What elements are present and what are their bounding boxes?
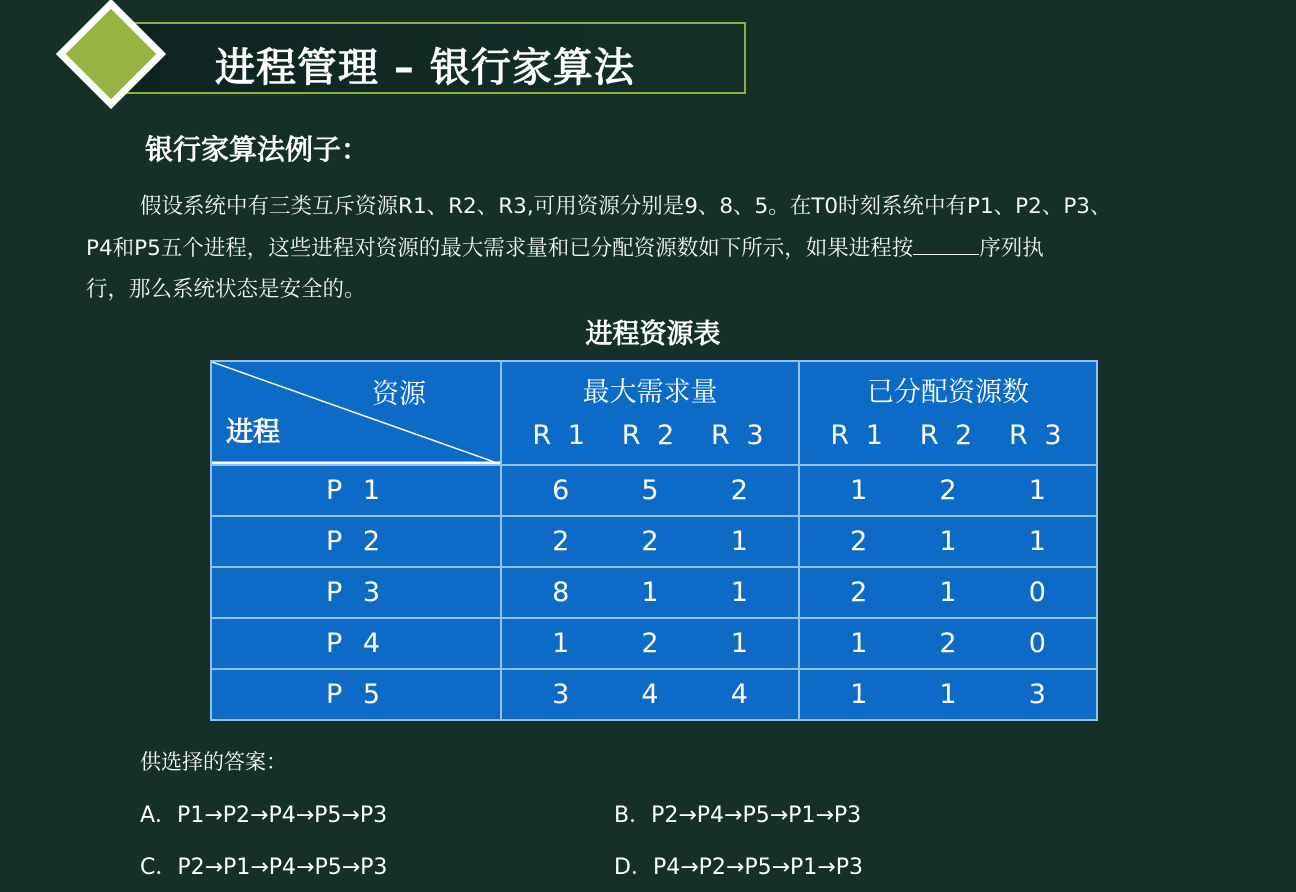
alloc-cell (799, 516, 1097, 567)
paragraph-line-2 (86, 231, 1044, 262)
value: 1 (730, 526, 748, 557)
alloc-cell (799, 567, 1097, 618)
value: 2 (939, 475, 957, 506)
option-c: C．P2→P1→P4→P5→P3 (140, 855, 388, 880)
answer-blank (913, 234, 979, 255)
value: 2 (850, 577, 868, 608)
max-cell (501, 669, 799, 720)
corner-resource-label: 资源 (372, 379, 426, 410)
option-d: D．P4→P2→P5→P1→P3 (614, 855, 863, 880)
value: 2 (730, 475, 748, 506)
alloc-r1-label: R 1 (830, 420, 887, 451)
value: 1 (939, 577, 957, 608)
value: 8 (552, 577, 570, 608)
answers-label: 供选择的答案： (140, 750, 287, 774)
table-row (211, 516, 1097, 567)
max-cell (501, 567, 799, 618)
value: 1 (1028, 475, 1046, 506)
section-heading: 银行家算法例子： (145, 133, 370, 166)
alloc-cell (799, 618, 1097, 669)
table-row (211, 669, 1097, 720)
value: 1 (850, 475, 868, 506)
paragraph-line-1: 假设系统中有三类互斥资源R1、R2、R3,可用资源分别是9、8、5。在T0时刻系统中有P1、P2、P3、 (140, 194, 1112, 219)
value: 1 (730, 628, 748, 659)
process-cell: P 5 (211, 669, 501, 720)
value: 1 (1028, 526, 1046, 557)
process-cell: P 2 (211, 516, 501, 567)
max-r2-label: R 2 (621, 420, 679, 451)
value: 3 (552, 679, 570, 710)
process-cell: P 1 (211, 465, 501, 516)
value: 5 (641, 475, 659, 506)
option-a: A．P1→P2→P4→P5→P3 (140, 803, 388, 828)
value: 2 (641, 628, 659, 659)
allocated-header (799, 361, 1097, 465)
value: 2 (641, 526, 659, 557)
value: 1 (552, 628, 570, 659)
value: 3 (1028, 679, 1046, 710)
max-r3-label: R 3 (711, 420, 768, 451)
value: 2 (850, 526, 868, 557)
table-title: 进程资源表 (585, 319, 721, 350)
alloc-r2-label: R 2 (919, 420, 977, 451)
alloc-cell (799, 465, 1097, 516)
table-row (211, 567, 1097, 618)
value: 1 (850, 628, 868, 659)
max-r1-label: R 1 (532, 420, 589, 451)
value: 2 (552, 526, 570, 557)
alloc-r3-label: R 3 (1009, 420, 1066, 451)
option-b: B．P2→P4→P5→P1→P3 (614, 803, 862, 828)
max-demand-header (501, 361, 799, 465)
value: 1 (641, 577, 659, 608)
value: 1 (850, 679, 868, 710)
process-resource-table (210, 360, 1098, 721)
process-cell: P 4 (211, 618, 501, 669)
table-row (211, 465, 1097, 516)
allocated-label: 已分配资源数 (867, 377, 1029, 408)
max-cell (501, 618, 799, 669)
value: 4 (641, 679, 659, 710)
title-banner (118, 22, 746, 94)
value: 1 (939, 526, 957, 557)
max-cell (501, 465, 799, 516)
process-cell: P 3 (211, 567, 501, 618)
value: 4 (730, 679, 748, 710)
slide-title: 进程管理 – 银行家算法 (215, 45, 635, 91)
paragraph-line-2-tail: 序列执 (979, 236, 1044, 261)
alloc-cell (799, 669, 1097, 720)
paragraph-line-2-text: P4和P5五个进程，这些进程对资源的最大需求量和已分配资源数如下所示，如果进程按 (86, 236, 914, 261)
value: 1 (939, 679, 957, 710)
paragraph-line-3: 行，那么系统状态是安全的。 (86, 277, 366, 302)
table-row (211, 618, 1097, 669)
table-corner-cell (211, 361, 501, 465)
max-cell (501, 516, 799, 567)
corner-process-label: 进程 (226, 417, 280, 448)
value: 6 (552, 475, 570, 506)
value: 0 (1028, 628, 1046, 659)
value: 2 (939, 628, 957, 659)
value: 0 (1028, 577, 1046, 608)
max-demand-label: 最大需求量 (582, 377, 718, 408)
value: 1 (730, 577, 748, 608)
